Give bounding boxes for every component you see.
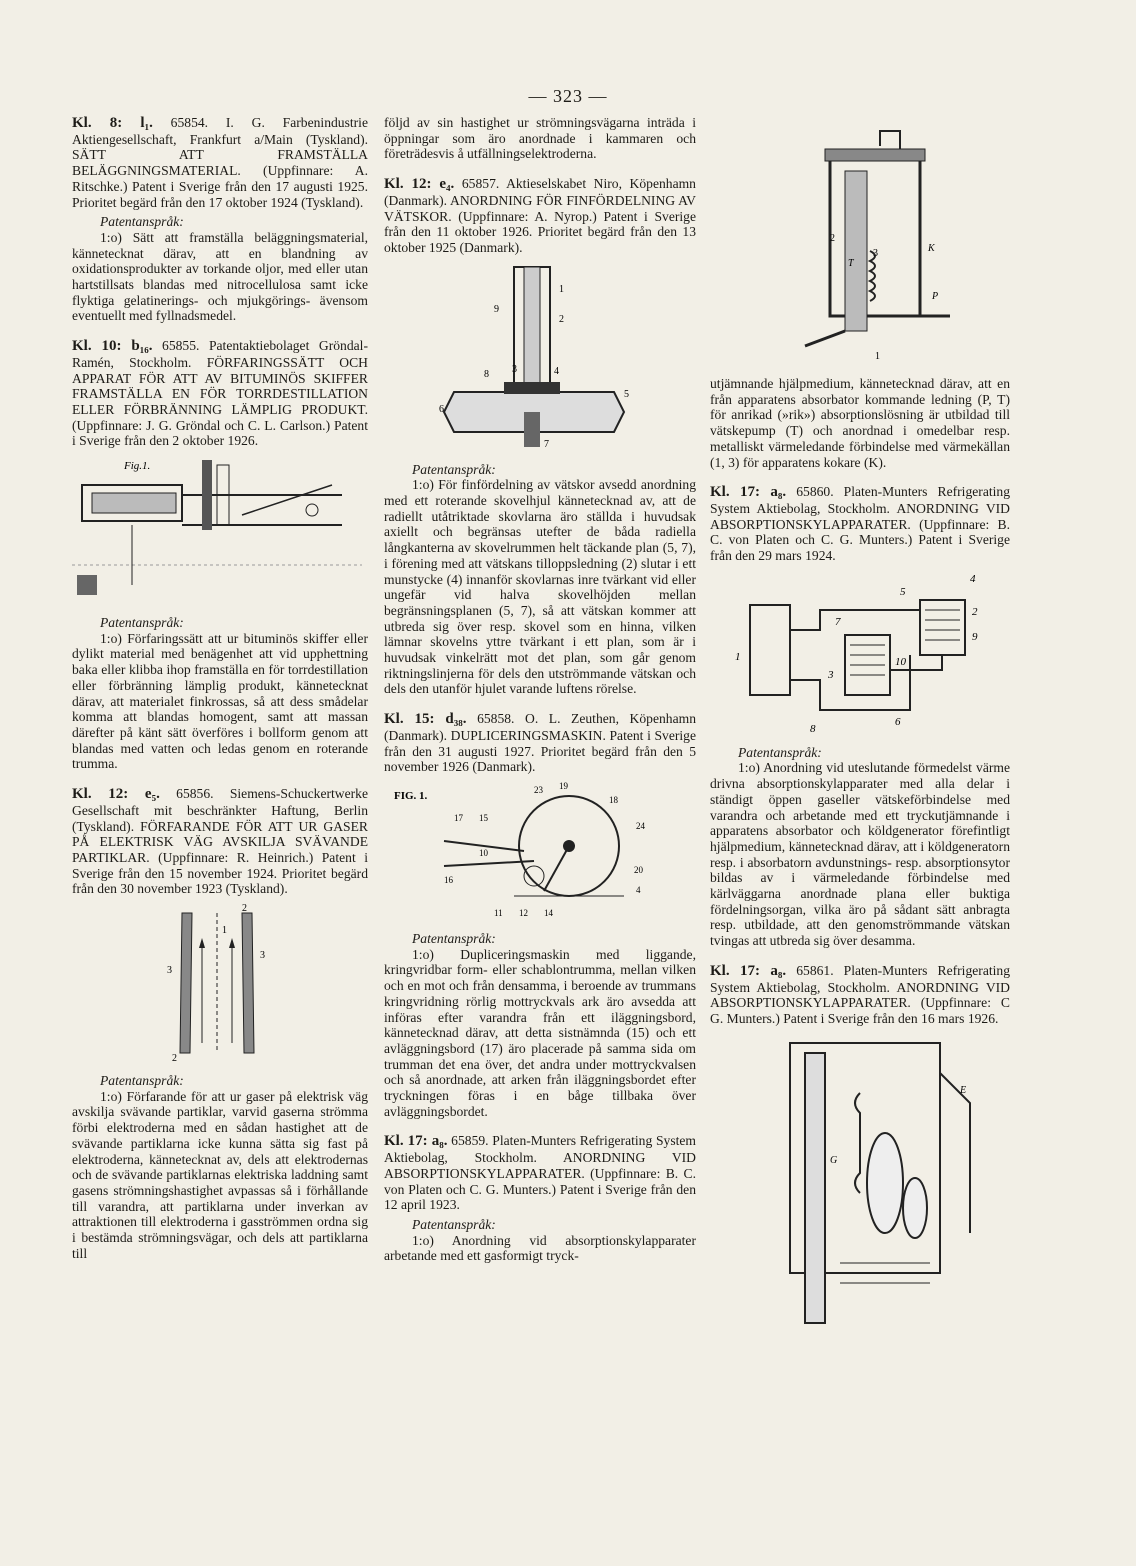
entry-class: Kl. 17: a₈.	[384, 1133, 448, 1150]
figure-label: 20	[634, 864, 643, 875]
figure-label: 9	[972, 630, 978, 643]
entry-65861	[710, 963, 1010, 1333]
figure-label: 2	[559, 313, 564, 325]
claim-text: 1:o) Sätt att framställa beläggningsmaterial, kännetecknat därav, att en blandning av oxidationsprodukter av torkande oljor, med eller utan hartstillsats blandas med nitrocellulosa samt icke flyktiga gelatinerings- och mjukgörings- ävensom eventuellt med fyllnadsmedel.	[72, 229, 368, 324]
figure-label: 17	[454, 812, 463, 823]
entry-65857	[384, 176, 696, 697]
figure-label: 6	[439, 403, 444, 415]
figure-label: 23	[534, 784, 543, 795]
figure-label: 1	[222, 925, 227, 937]
entry-text: 65858. O. L. Zeuthen, Köpenhamn (Danmark). DUPLICERINGSMASKIN. Patent i Sverige från den 31 augusti 1927. Prioritet begärd från den 5 november 1926 (Danmark).	[384, 711, 696, 775]
kiln-drawing	[72, 455, 362, 605]
figure-label: T	[848, 258, 854, 269]
column-3	[710, 115, 1010, 1347]
figure-label: 1	[875, 351, 880, 362]
claims-heading: Patentanspråk:	[738, 744, 822, 760]
entry-65854	[72, 115, 368, 324]
claims-heading: Patentanspråk:	[100, 615, 184, 631]
figure-label: P	[932, 291, 939, 302]
figure-label: 3	[828, 668, 834, 681]
entry-class: Kl. 10: b₁₆.	[72, 338, 153, 355]
figure-label: FIG. 1.	[394, 789, 428, 802]
figure-label: 18	[609, 794, 618, 805]
entry-text: 65854. I. G. Farbenindustrie Aktiengesellschaft, Frankfurt a/Main (Tyskland). SÄTT ATT FRAMSTÄLLA BELÄGGNINGSMATERIAL. (Uppfinnare: A. Ritschke.) Patent i Sverige från den 17 augusti 1925. Prioritet begärd från den 17 oktober 1924 (Tyskland).	[72, 115, 368, 210]
figure-label: 5	[900, 585, 906, 598]
claim-text: 1:o) Dupliceringsmaskin med liggande, kringvridbar form- eller schablontrumma, mellan vilken och en mot och från densamma, i beroende av trummans kringvridning rörlig mottryckvals ark äro avsedda att införas efter varandra från ett iläggningsbord, kännetecknad därav, att detta sistnämnda (15) och ett avläggningsbord (17) äro placerade på samma sida om trumman det ena över, det andra under mottryckvalsen och så anordnade, att arken från iläggningsbordet efter tryckningen föras i en båge tillbaka över avläggningsbordet.	[384, 946, 696, 1119]
entry-65855	[72, 338, 368, 772]
figure-label: 19	[559, 780, 568, 791]
figure-label: 10	[895, 655, 906, 668]
continuation-text: utjämnande hjälpmedium, kännetecknad därav, att en från apparatens absorbator kommande ledning (P, T) för anrikad (»rik») absorptionslösning är utbildad till vätskepump (T) och anordnad i omedelbar resp. metalliskt värmeledande förbindelse med värmekällan (1, 3) för apparatens kokare (K).	[710, 376, 1010, 470]
figure-label: G	[830, 1154, 838, 1166]
figure-nozzle	[384, 262, 696, 452]
electrode-drawing	[72, 903, 362, 1063]
column-2	[384, 115, 696, 1278]
claim-text: 1:o) För finfördelning av vätskor avsedd anordning med ett roterande skovelhjul kännetecknad av, att de radiellt utåtriktade skovlarna äro ställda i huvudsak axiellt och begränsas utefter de båda radiella långkanterna av skovelrummen helt täckande plan (5, 7), i förening med att vätskans tilloppsledning (2) slutar i ett munstycke (4) innanför skovlarnas inre tvärkant vid eller ungefär vid halva skovelhöjden mellan begränsningsplanen (5, 7), så att vätskan kommer att utbreda sig över resp. skovel som en hinna, vilken lämnar skovelns yttre tvärkant i ett plan, som är i huvudsak vinkelrätt mot det plan, som går genom riktningslinjerna för dels den utströmmande vätskan och dels den utanför hjulet varande luftens rörelse.	[384, 477, 696, 697]
boiler-drawing	[710, 121, 970, 366]
figure-label: 3	[512, 363, 517, 375]
column-1	[72, 115, 368, 1275]
figure-label: K	[928, 243, 935, 254]
nozzle-drawing	[384, 262, 684, 452]
continuation-text: följd av sin hastighet ur strömningsvägarna inträda i öppningar som äro anordnade i kammaren och företrädesvis å utfällningselektroderna.	[384, 115, 696, 162]
figure-kiln	[72, 455, 368, 605]
claims-heading: Patentanspråk:	[412, 930, 496, 946]
figure-label: 5	[624, 388, 629, 400]
figure-label: 12	[519, 907, 528, 918]
figure-label: 2	[972, 605, 978, 618]
entry-text: 65857. Aktieselskabet Niro, Köpenhamn (Danmark). ANORDNING FÖR FINFÖRDELNING AV VÄTSKOR. (Uppfinnare: A. Nyrop.) Patent i Sverige från den 11 oktober 1926. Prioritet begärd från den 13 oktober 1925 (Danmark).	[384, 176, 696, 255]
figure-label: 7	[835, 615, 841, 628]
entry-class: Kl. 8: l₁.	[72, 115, 153, 131]
figure-label: 8	[810, 722, 816, 735]
figure-boiler	[710, 121, 1010, 366]
entry-text: 65856. Siemens-Schuckertwerke Gesellschaft mit beschränkter Haftung, Berlin (Tyskland). FÖRFARANDE FÖR ATT UR GASER PÅ ELEKTRISK VÄG AVSKILJA SVÄVANDE PARTIKLAR. (Uppfinnare: R. Heinrich.) Patent i Sverige från den 15 november 1924. Prioritet begärd från den 30 november 1923 (Tyskland).	[72, 786, 368, 897]
entry-text: 65860. Platen-Munters Refrigerating System Aktiebolag, Stockholm. ANORDNING VID ABSORPTIONSKYLAPPARATER. (Uppfinnare: B. C. von Platen och C. G. Munters.) Patent i Sverige från den 29 mars 1924.	[710, 484, 1010, 564]
claims-heading: Patentanspråk:	[412, 461, 496, 477]
figure-label: 16	[444, 874, 453, 885]
figure-duplicator	[384, 781, 696, 921]
figure-label: 7	[544, 438, 549, 450]
figure-label: 24	[636, 820, 645, 831]
figure-label: 8	[484, 368, 489, 380]
duplicator-drawing	[384, 781, 684, 921]
entry-class: Kl. 15: d₃₈.	[384, 711, 467, 728]
figure-label: 4	[970, 572, 976, 585]
claim-text: 1:o) Anordning vid absorptionskylapparater arbetande med ett gasformigt tryck-	[384, 1232, 696, 1264]
figure-label: 2	[172, 1053, 177, 1064]
figure-label: 4	[554, 365, 559, 377]
entry-class: Kl. 12: e₄.	[384, 176, 455, 193]
entry-class: Kl. 17: a₈.	[710, 962, 787, 979]
figure-label: 2	[830, 233, 835, 244]
entry-65858	[384, 711, 696, 1119]
entry-text: 65861. Platen-Munters Refrigerating System Aktiebolag, Stockholm. ANORDNING VID ABSORPTIONSKYLAPPARATER. (Uppfinnare: C G. Munters.) Patent i Sverige från den 16 mars 1926.	[710, 962, 1010, 1026]
claims-heading: Patentanspråk:	[100, 214, 184, 230]
figure-label: 14	[544, 907, 553, 918]
page-number: — 323 —	[528, 86, 608, 106]
claim-text: 1:o) Anordning vid uteslutande förmedelst värme drivna absorptionskylapparater med alla delar i ständigt öppen gaseller vätskeförbindelse med varandra och arbetande med ett tryckutjämnande i apparatens absorbator och köldgenerator förefintligt hjälpmedium, kännetecknad därav, att i köldgeneratorn resp. i absorbatorn avdunstnings- resp. absorptionsytor bildas av i värmeledande förbindelse med kärlväggarna anordnade plana eller buktiga fördelningsorgan, vilka äro på sådant sätt anbragta resp. utbildade, att den genomströmmande vätskan tvingas att utbreda sig över desamma.	[710, 760, 1010, 949]
figure-label: 3	[167, 965, 172, 977]
figure-label: 11	[494, 907, 503, 918]
figure-electrode	[72, 903, 368, 1063]
entry-text: 65855. Patentaktiebolaget Gröndal-Ramén, Stockholm. FÖRFARINGSSÄTT OCH APPARAT FÖR ATT AV BITUMINÖS SKIFFER FRAMSTÄLLA EN FÖR TORRDESTILLATION ELLER FÖRBRÄNNING LÄMPLIG PRODUKT. (Uppfinnare: J. G. Gröndal och C. L. Carlson.) Patent i Sverige från den 2 oktober 1926.	[72, 338, 368, 449]
figure-label: 1	[559, 283, 564, 295]
entry-65856	[72, 786, 368, 1261]
figure-label: E	[960, 1084, 967, 1096]
figure-label: 3	[260, 950, 265, 962]
figure-label: 3	[873, 248, 878, 259]
claims-heading: Patentanspråk:	[100, 1073, 184, 1089]
entry-65860	[710, 484, 1010, 949]
claim-text: 1:o) Förfarande för att ur gaser på elektrisk väg avskilja svävande partiklar, varvid gaserna strömma förbi elektroderna med en sådan hastighet att de svävande partiklarna icke kunna sätta sig fast på elektroderna, kännetecknat av, dels att elektrodernas och de svävande partiklarnas elektriska laddning samt gasens strömningshastighet avpassas så i förhållande till varandra, att partiklarna under inverkan av attraktionen till elektroderna i gasströmmen ordna sig i bestämda strömningsvägar, och dels att partiklarna till	[72, 1088, 368, 1261]
figure-label: 6	[895, 715, 901, 728]
figure-label: 2	[242, 903, 247, 915]
entry-65859	[384, 1133, 696, 1264]
claims-heading: Patentanspråk:	[412, 1216, 496, 1232]
fig-caption: Fig.1.	[124, 460, 151, 473]
figure-label: 1	[735, 650, 741, 663]
figure-label: 9	[494, 303, 499, 315]
claim-text: 1:o) Förfaringssätt att ur bituminös skiffer eller dylikt material med benägenhet att vid upphettning baka eller klibba ihop framställa en för torrdestillation eller förbränning lämplig produkt, kännetecknat därav, att materialet finkrossas, så att dess smådelar komma att blandas homogent, samt att massan därefter på känt sätt överföres i bollform genom att blandas med vatten och ledas genom en roterande trumma.	[72, 630, 368, 772]
entry-class: Kl. 17: a₈.	[710, 484, 787, 501]
absorption-drawing	[710, 570, 990, 735]
figure-label: 10	[479, 847, 488, 858]
entry-text: 65859. Platen-Munters Refrigerating System Aktiebolag, Stockholm. ANORDNING VID ABSORPTIONSKYLAPPARATER. (Uppfinnare: B. C. von Platen och C. G. Munters.) Patent i Sverige från den 12 april 1923.	[384, 1133, 696, 1213]
apparatus-drawing	[710, 1033, 990, 1333]
figure-apparatus	[710, 1033, 1010, 1333]
figure-label: 15	[479, 812, 488, 823]
figure-absorption	[710, 570, 1010, 735]
entry-class: Kl. 12: e₅.	[72, 786, 160, 803]
figure-label: 4	[636, 884, 641, 895]
